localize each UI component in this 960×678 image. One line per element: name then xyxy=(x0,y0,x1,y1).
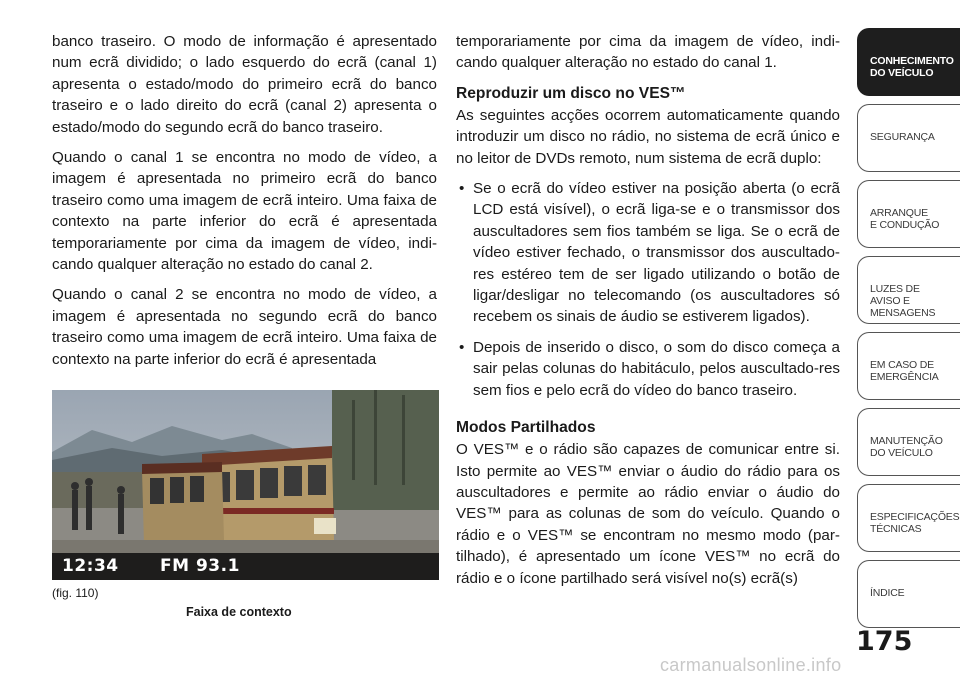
tab-label: ÍNDICE xyxy=(870,587,905,599)
radio-station: FM 93.1 xyxy=(160,556,240,576)
figure-caption: Faixa de contexto xyxy=(186,605,292,619)
tab-indice[interactable] xyxy=(857,560,960,628)
paragraph: banco traseiro. O modo de informação é apresentado num ecrã dividido; o lado esquerdo do ecrã (canal 1) apresenta o estado/modo do primeiro ecrã do banco traseiro e o lado direito do ecrã (canal 2) apresenta o estado/modo do segundo ecrã do banco traseiro. xyxy=(52,33,437,136)
section-heading: Reproduzir um disco no VES™ xyxy=(456,84,686,102)
paragraph: O VES™ e o rádio são capazes de comunicar entre si. Isto permite ao VES™ enviar o áudio do rádio para os auscultadores e permite ao rádio enviar o áudio do VES™ para as colunas de som do veículo. Quando o rádio e o VES™ se encontram no mesmo modo (par-tilhado), é apresentado um ícone VES™ no ecrã do rádio e o ícone partilhado será visível no(s) ecrã(s) xyxy=(456,441,840,587)
tab-label: ARRANQUE E CONDUÇÃO xyxy=(870,207,940,231)
paragraph: As seguintes acções ocorrem automaticamente quando introduzir um disco no rádio, no sistema de ecrã único e no leitor de DVDs remoto, num sistema de ecrã duplo: xyxy=(456,106,840,167)
list-item: • Depois de inserido o disco, o som do disco começa a sair pelas colunas do habitáculo, pelos auscultado-res sem fios e pelo ecrã do vídeo do banco traseiro. xyxy=(456,337,840,401)
paragraph: temporariamente por cima da imagem de vídeo, indi-cando qualquer alteração no estado do canal 1. xyxy=(456,33,840,72)
tab-label: ESPECIFICAÇÕES TÉCNICAS xyxy=(870,511,960,535)
figure-reference: (fig. 110) xyxy=(52,586,99,600)
tab-arranque[interactable] xyxy=(857,180,960,248)
chapter-tabs xyxy=(857,28,960,632)
cable-car-photo xyxy=(52,390,439,580)
tab-label: SEGURANÇA xyxy=(870,131,935,143)
tab-label: EM CASO DE EMERGÊNCIA xyxy=(870,359,939,383)
tab-seguranca[interactable] xyxy=(857,104,960,172)
context-strip xyxy=(52,553,439,580)
figure-video-screen xyxy=(52,390,439,580)
tab-manutencao[interactable] xyxy=(857,408,960,476)
section-heading: Modos Partilhados xyxy=(456,419,596,437)
right-column xyxy=(456,31,840,598)
tab-conhecimento[interactable] xyxy=(857,28,960,96)
tab-emergencia[interactable] xyxy=(857,332,960,400)
paragraph: Quando o canal 1 se encontra no modo de vídeo, a imagem é apresentada no primeiro ecrã do banco traseiro como uma imagem de ecrã inteiro. Uma faixa de contexto na parte inferior do ecrã é apresentada temporariamente por cima da imagem de vídeo, indi-cando qualquer alteração no estado do canal 2. xyxy=(52,149,437,274)
list-item: • Se o ecrã do vídeo estiver na posição aberta (o ecrã LCD está visível), o ecrã liga-se e o transmissor dos auscultadores sem fios também se liga. Se o ecrã de vídeo estiver fechado, o transmissor dos auscultado-res estéreo tem de ser ligado utilizando o botão de ligar/desligar no telecomando (os auscultadores só recebem os sinais de áudio se estiverem ligados). xyxy=(456,178,840,328)
watermark: carmanualsonline.info xyxy=(660,655,842,675)
left-column xyxy=(52,31,437,379)
tab-label: MANUTENÇÃO DO VEÍCULO xyxy=(870,435,943,459)
clock-time: 12:34 xyxy=(62,556,119,576)
tab-especificacoes[interactable] xyxy=(857,484,960,552)
tab-label: CONHECIMENTO DO VEÍCULO xyxy=(870,55,954,79)
tab-label: LUZES DE AVISO E MENSAGENS xyxy=(870,283,936,319)
paragraph: Quando o canal 2 se encontra no modo de vídeo, a imagem é apresentada no segundo ecrã do banco traseiro como uma imagem de ecrã inteiro. Uma faixa de contexto na parte inferior do ecrã é apresentada xyxy=(52,286,437,368)
tab-luzes[interactable] xyxy=(857,256,960,324)
bullet-list xyxy=(456,178,840,401)
page-number: 175 xyxy=(856,626,913,657)
